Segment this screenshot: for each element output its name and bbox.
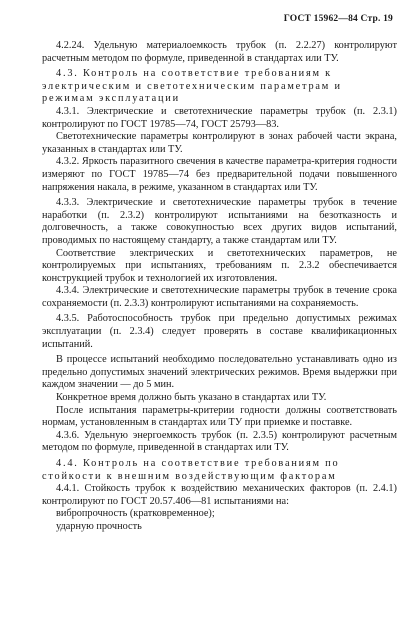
paragraph-4-4-1: 4.4.1. Стойкость трубок к воздействию механических факторов (п. 2.4.1) контролируют по ГОСТ 20.57.406—81 испытаниями на: (42, 483, 397, 507)
paragraph-4-2-24: 4.2.24. Удельную материалоемкость трубок (п. 2.2.27) контролируют расчетным методом по формуле, приведенной в стандартах или ТУ. (42, 40, 397, 64)
list-item-shock: ударную прочность (56, 520, 142, 532)
paragraph-test-process: В процессе испытаний необходимо последовательно устанавливать одно из предельно допустимых значений электрических режимов. Время выдержки при каждом значении — до 5 мин. (42, 354, 397, 391)
paragraph-4-3-2: 4.3.2. Яркость паразитного свечения в качестве параметра-критерия годности измеряют по ГОСТ 19785—74 без предварительной подачи повышенного напряжения накала, в режиме, указанном в стандартах или ТУ. (42, 156, 397, 193)
paragraph-photometric: Светотехнические параметры контролируют в зонах рабочей части экрана, указанных в стандартах или ТУ. (42, 131, 397, 155)
paragraph-specific-time: Конкретное время должно быть указано в стандартах или ТУ. (56, 392, 327, 404)
paragraph-4-3-5: 4.3.5. Работоспособность трубок при предельно допустимых режимах эксплуатации (п. 2.3.4) следует проверять в составе квалификационных испытаний. (42, 313, 397, 350)
document-body (42, 40, 397, 534)
section-heading-4-4: 4.4. Контроль на соответствие требованиям по стойкости к внешним воздействующим факторам (42, 458, 340, 482)
paragraph-4-3-6: 4.3.6. Удельную энергоемкость трубок (п. 2.3.5) контролируют расчетным методом по формуле, приведенной в стандартах или ТУ. (42, 429, 397, 454)
page-header: ГОСТ 15962—84 Стр. 19 (283, 14, 393, 24)
paragraph-4-3-3: 4.3.3. Электрические и светотехнические параметры трубок в течение наработки (п. 2.3.2) контролируют испытаниями на безотказность и долговечность, а также совокупностью всех других видов испытаний, проводимых по настоящему стандарту, а также стандартам или ТУ. (42, 197, 397, 246)
paragraph-4-3-4: 4.3.4. Электрические и светотехнические параметры трубок в течение срока сохраняемости (п. 2.3.3) контролируют испытаниями на сохраняемость. (42, 285, 397, 309)
paragraph-after-test: После испытания параметры-критерии годности должны соответствовать нормам, установленным в стандартах или ТУ при приемке и поставке. (42, 404, 397, 429)
paragraph-4-3-1: 4.3.1. Электрические и светотехнические параметры трубок (п. 2.3.1) контролируют по ГОСТ 19785—74, ГОСТ 25793—83. (42, 105, 397, 130)
section-heading-4-3: 4.3. Контроль на соответствие требованиям к электрическим и светотехническим параметрам и режимам эксплуатации (42, 68, 342, 105)
paragraph-compliance: Соответствие электрических и светотехнических параметров, не контролируемых при испытаниях, требованиям п. 2.3.2 обеспечивается конструкцией трубок и технологией их изготовления. (42, 247, 397, 284)
list-item-vibration: вибропрочность (кратковременное); (56, 508, 215, 520)
